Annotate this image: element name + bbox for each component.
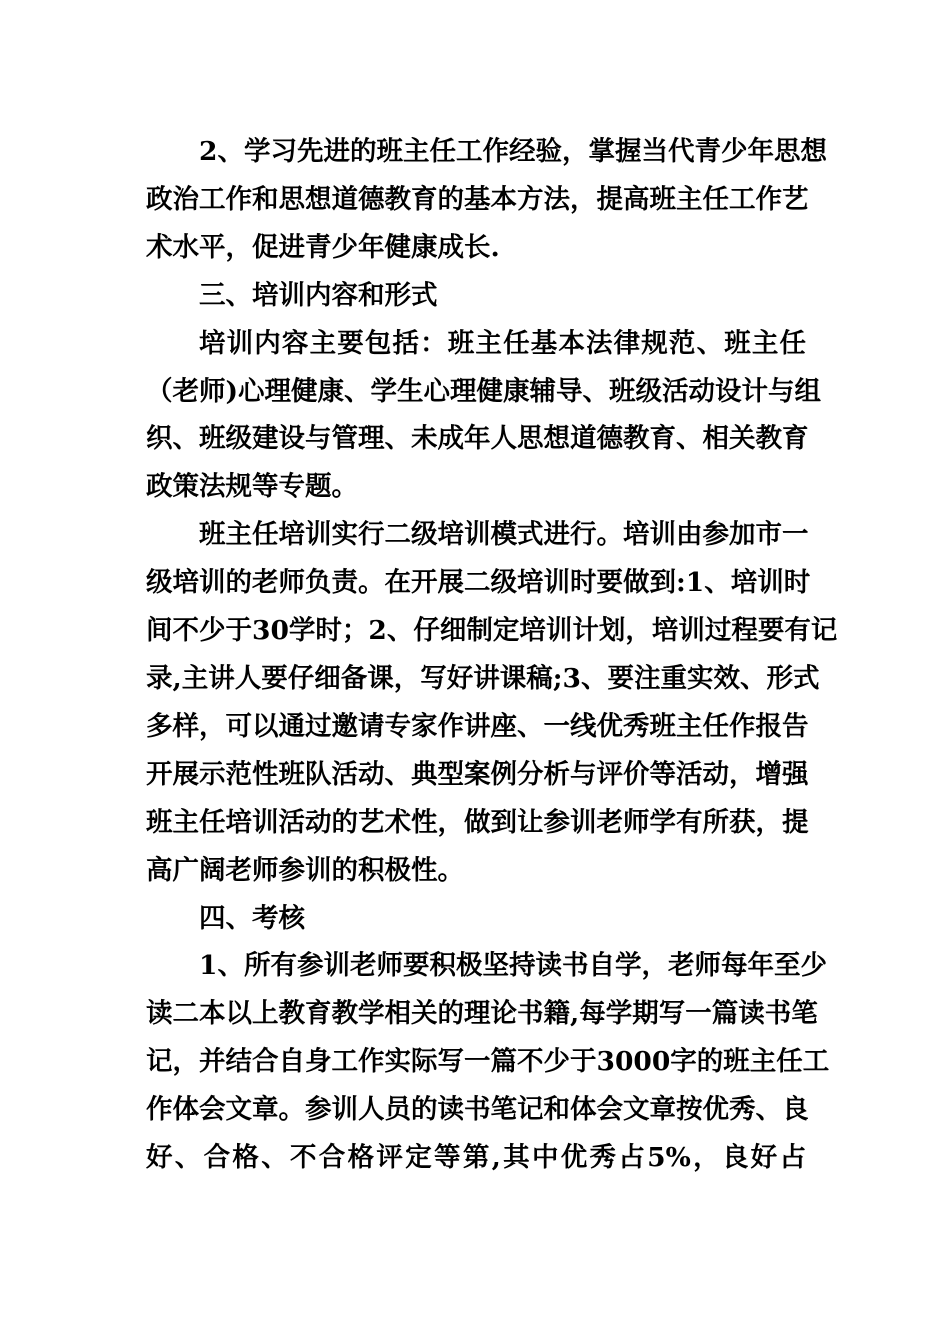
text-line: 2、学习先进的班主任工作经验，掌握当代青少年思想 (199, 136, 827, 167)
text-line: 好、合格、不合格评定等第,其中优秀占5%，良好占 (146, 1142, 806, 1174)
section-heading-3 (146, 272, 806, 320)
text-line: 间不少于30学时；2、仔细制定培训计划，培训过程要有记 (146, 615, 838, 647)
text-line: 读二本以上教育教学相关的理论书籍,每学期写一篇读书笔 (146, 998, 818, 1030)
text-line: 培训内容主要包括：班主任基本法律规范、班主任 (199, 327, 806, 359)
text-line: 政治工作和思想道德教育的基本方法，提高班主任工作艺 (146, 183, 809, 215)
text-line: 政策法规等专题。 (146, 471, 358, 503)
text-line: 班主任培训实行二级培训模式进行。培训由参加市一 (199, 519, 809, 551)
section-heading-4 (146, 895, 806, 943)
text-line: 开展示范性班队活动、典型案例分析与评价等活动，增强 (146, 758, 809, 790)
heading-text: 三、培训内容和形式 (199, 279, 438, 311)
text-line: 高广阔老师参训的积极性。 (146, 854, 464, 886)
heading-text: 四、考核 (199, 902, 305, 934)
paragraph-assessment-1 (146, 942, 830, 1182)
text-line: 术水平，促进青少年健康成长. (146, 231, 500, 263)
text-line: 1、所有参训老师要积极坚持读书自学，老师每年至少 (199, 950, 827, 982)
text-line: 织、班级建设与管理、未成年人思想道德教育、相关教育 (146, 423, 809, 455)
paragraph-objective-2 (146, 128, 827, 272)
paragraph-training-mode (146, 511, 838, 894)
text-line: 班主任培训活动的艺术性，做到让参训老师学有所获，提 (146, 806, 809, 838)
text-line: （老师)心理健康、学生心理健康辅导、班级活动设计与组 (146, 375, 822, 407)
text-line: 记，并结合自身工作实际写一篇不少于3000字的班主任工 (146, 1046, 830, 1078)
document-body (146, 128, 838, 1182)
text-line: 作体会文章。参训人员的读书笔记和体会文章按优秀、良 (146, 1094, 809, 1126)
text-line: 录,主讲人要仔细备课，写好讲课稿;3、要注重实效、形式 (146, 662, 820, 694)
text-line: 级培训的老师负责。在开展二级培训时要做到:1、培训时 (146, 567, 811, 599)
text-line: 多样，可以通过邀请专家作讲座、一线优秀班主任作报告 (146, 710, 809, 742)
paragraph-training-content (146, 320, 822, 512)
